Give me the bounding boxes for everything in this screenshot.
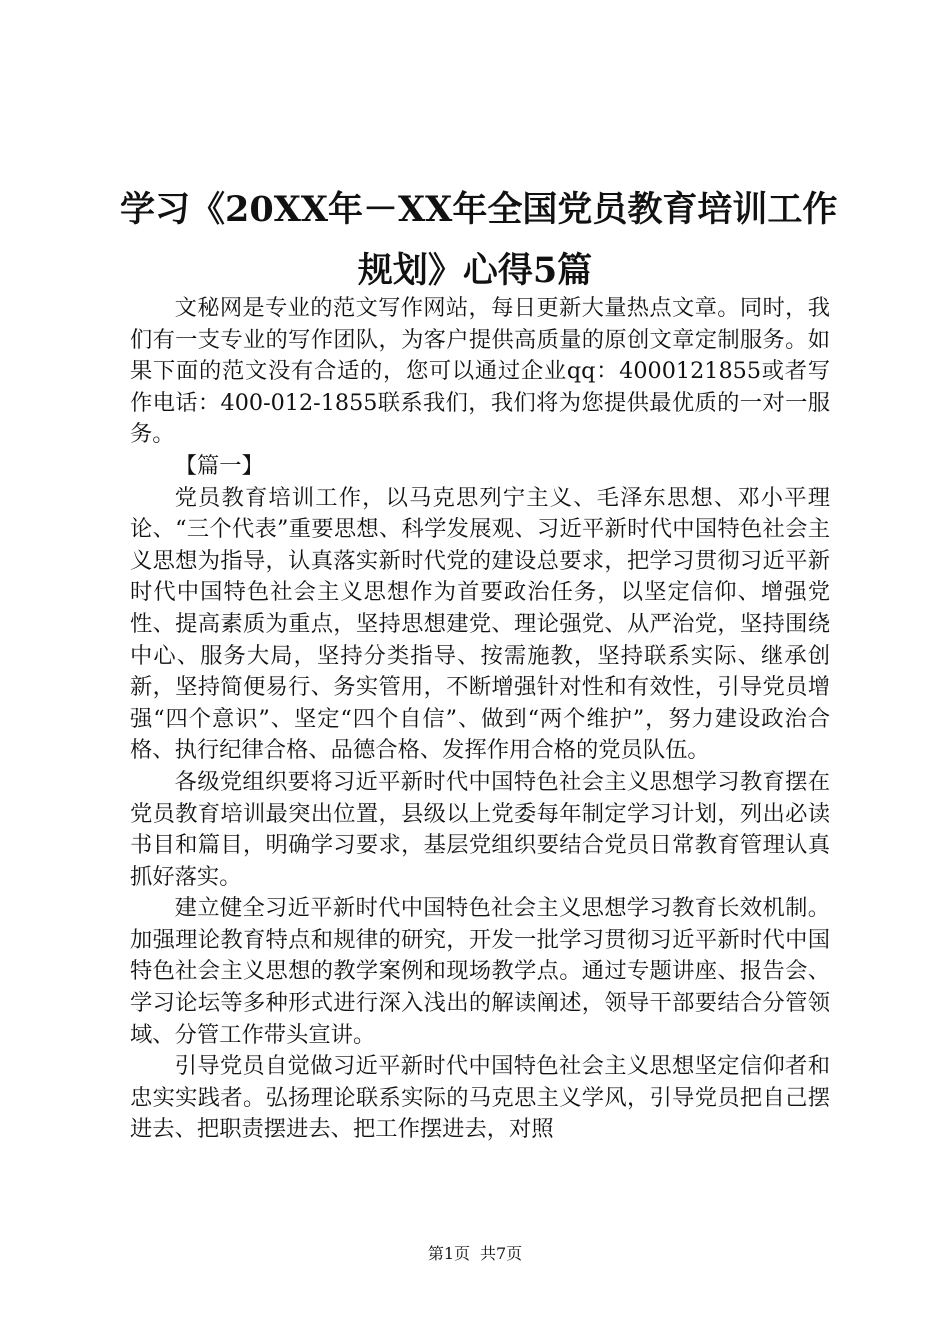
intro-paragraph: 文秘网是专业的范文写作网站，每日更新大量热点文章。同时，我们有一支专业的写作团队，为客户提供高质量的原创文章定制服务。如果下面的范文没有合适的，您可以通过企业qq：4000121855或者写作电话：400-012-1855联系我们，我们将为您提供最优质的一对一服务。 xyxy=(130,295,830,448)
document-title-line-1: 学习《20XX年－XX年全国党员教育培训工作 xyxy=(120,189,838,230)
page-total: 共7页 xyxy=(480,1244,523,1263)
body-paragraph: 党员教育培训工作，以马克思列宁主义、毛泽东思想、邓小平理论、“三个代表”重要思想、科学发展观、习近平新时代中国特色社会主义思想为指导，认真落实新时代党的建设总要求，把学习贯彻习近平新时代中国特色社会主义思想作为首要政治任务，以坚定信仰、增强党性、提高素质为重点，坚持思想建党、理论强党、从严治党，坚持围绕中心、服务大局，坚持分类指导、按需施教，坚持联系实际、继承创新，坚持简便易行、务实管用，不断增强针对性和有效性，引导党员增强“四个意识”、坚定“四个自信”、做到“两个维护”，努力建设政治合格、执行纪律合格、品德合格、发挥作用合格的党员队伍。 xyxy=(130,484,830,764)
body-paragraph: 引导党员自觉做习近平新时代中国特色社会主义思想坚定信仰者和忠实实践者。弘扬理论联系实际的马克思主义学风，引导党员把自己摆进去、把职责摆进去、把工作摆进去，对照 xyxy=(130,1053,830,1143)
page-number: 第1页 xyxy=(427,1244,470,1263)
document-title-line-2: 规划》心得5篇 xyxy=(357,250,593,291)
body-paragraph: 建立健全习近平新时代中国特色社会主义思想学习教育长效机制。加强理论教育特点和规律的研究，开发一批学习贯彻习近平新时代中国特色社会主义思想的教学案例和现场教学点。通过专题讲座、报告会、学习论坛等多种形式进行深入浅出的解读阐述，领导干部要结合分管领域、分管工作带头宣讲。 xyxy=(130,895,830,1048)
section-heading: 【篇一】 xyxy=(174,452,264,479)
page-footer xyxy=(0,1244,950,1264)
body-paragraph: 各级党组织要将习近平新时代中国特色社会主义思想学习教育摆在党员教育培训最突出位置，县级以上党委每年制定学习计划，列出必读书目和篇目，明确学习要求，基层党组织要结合党员日常教育管理认真抓好落实。 xyxy=(130,768,830,890)
document-body xyxy=(130,293,830,1146)
